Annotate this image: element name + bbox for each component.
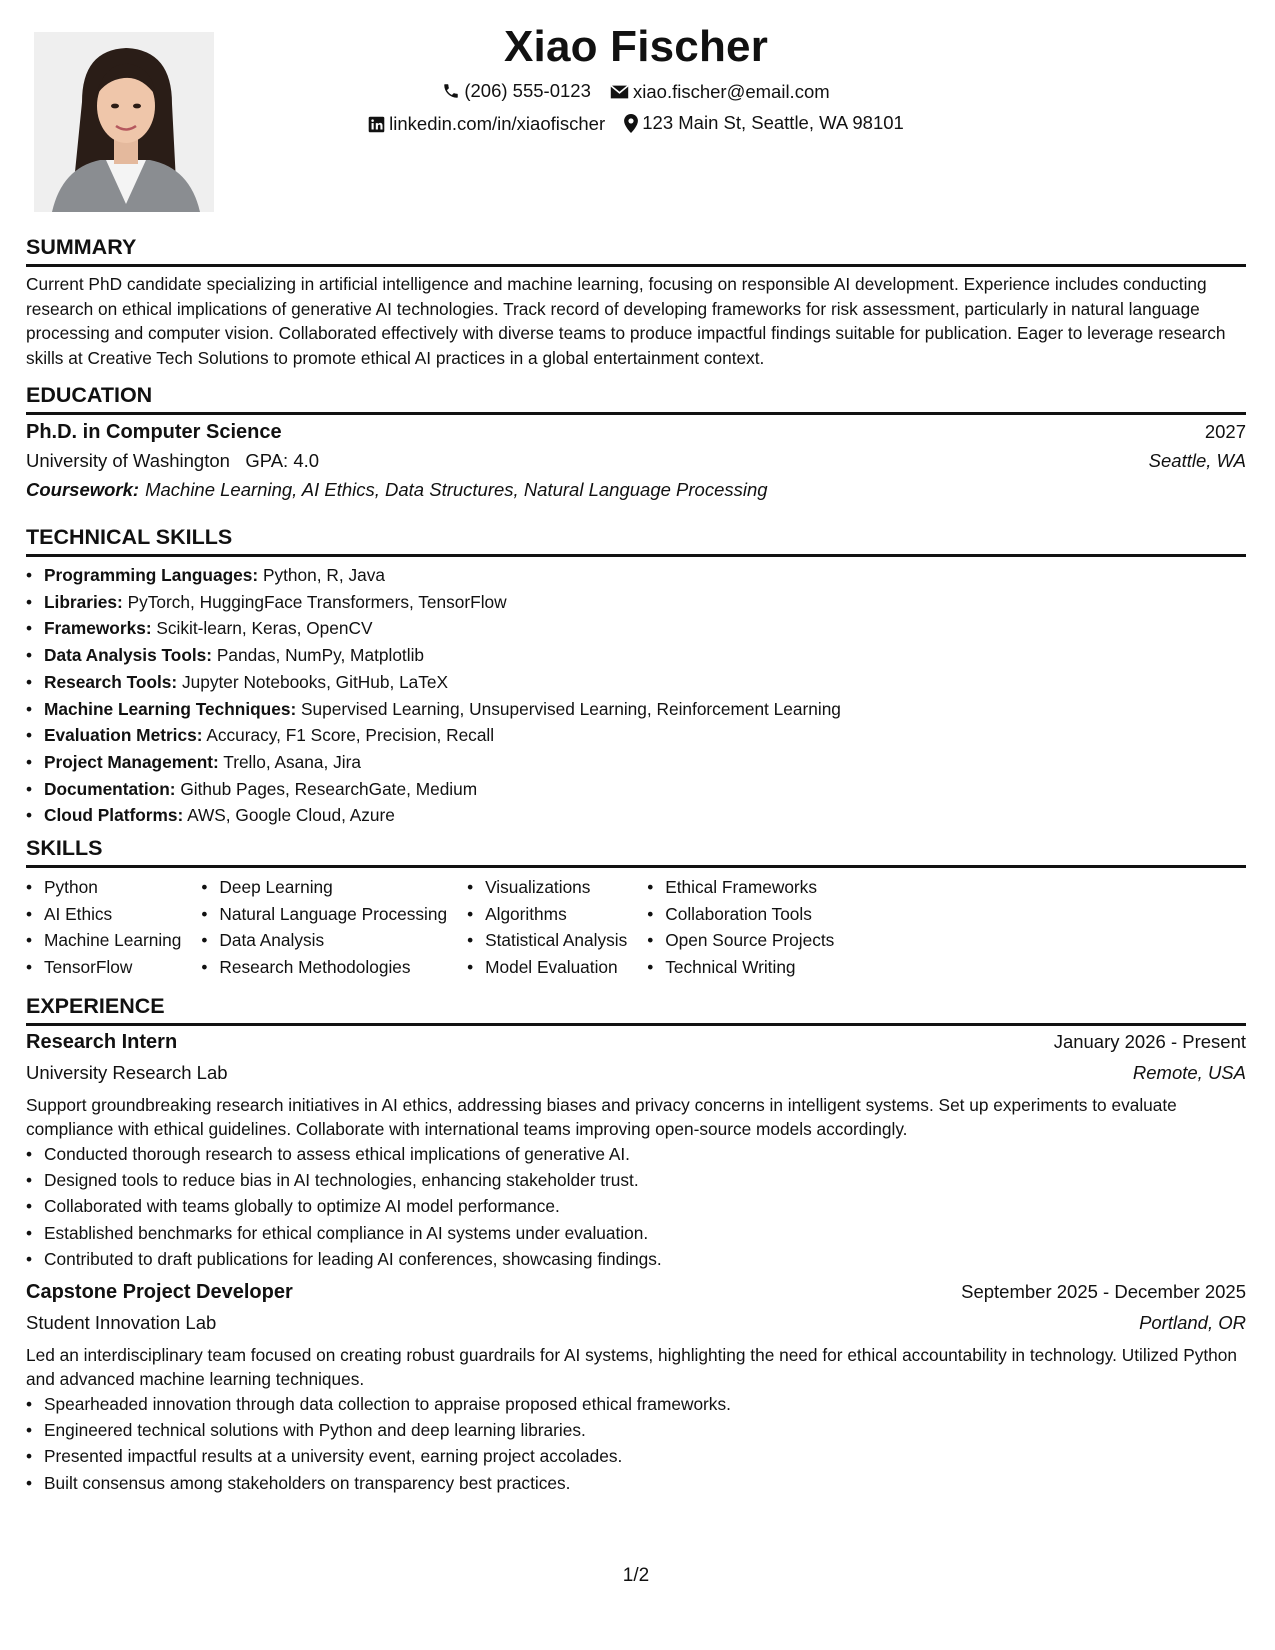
job-2-org-row [26,1312,1246,1334]
map-pin-icon [624,114,638,133]
degree: Ph.D. in Computer Science [26,421,282,443]
address-text: 123 Main St, Seattle, WA 98101 [642,112,904,133]
list-item: • Data Analysis [201,927,447,954]
job-1-bullets [26,1141,1246,1272]
resume-page [26,0,1246,1650]
school-location: Seattle, WA [1148,450,1246,471]
skills-column-3 [467,874,627,981]
list-item: • Model Evaluation [467,954,627,981]
list-item: • Technical Writing [647,954,834,981]
list-item: • Established benchmarks for ethical compliance in AI systems under evaluation. [26,1220,1246,1246]
email-text: xiao.fischer@email.com [633,81,830,102]
contact-line-1 [26,80,1246,105]
list-item: • Presented impactful results at a university event, earning project accolades. [26,1443,1246,1469]
linkedin-icon [368,116,385,133]
list-item: • TensorFlow [26,954,181,981]
list-item: • Statistical Analysis [467,927,627,954]
phone-text: (206) 555-0123 [464,80,591,101]
list-item: • AI Ethics [26,901,181,928]
page-number: 1/2 [622,1565,650,1586]
list-item: • Conducted thorough research to assess ethical implications of generative AI. [26,1141,1246,1167]
skills-heading: SKILLS [26,835,1246,868]
linkedin-text: linkedin.com/in/xiaofischer [389,113,606,134]
list-item: • Collaboration Tools [647,901,834,928]
address-contact [624,112,904,134]
list-item: • Spearheaded innovation through data collection to appraise proposed ethical frameworks. [26,1391,1246,1417]
envelope-icon [610,84,629,100]
job-2-role: Capstone Project Developer [26,1281,293,1303]
graduation-year: 2027 [1204,421,1246,442]
list-item: • Research Methodologies [201,954,447,981]
phone-icon [442,82,460,100]
coursework-list: Machine Learning, AI Ethics, Data Structures, Natural Language Processing [145,479,768,500]
skills-column-1 [26,874,181,981]
list-item: • Evaluation Metrics: Accuracy, F1 Score, Precision, Recall [26,722,1246,749]
coursework-label: Coursework: [26,479,140,500]
experience-heading: EXPERIENCE [26,993,1246,1026]
job-1-org-row [26,1062,1246,1084]
list-item: • Collaborated with teams globally to optimize AI model performance. [26,1193,1246,1219]
list-item: • Natural Language Processing [201,901,447,928]
technical-skills-list [26,562,1246,829]
job-2-bullets [26,1391,1246,1496]
list-item: • Documentation: Github Pages, ResearchGate, Medium [26,776,1246,803]
education-heading: EDUCATION [26,382,1246,415]
job-2-location: Portland, OR [1139,1312,1246,1333]
gpa: GPA: 4.0 [245,450,320,471]
list-item: • Ethical Frameworks [647,874,834,901]
school-name: University of Washington [26,450,230,471]
list-item: • Designed tools to reduce bias in AI technologies, enhancing stakeholder trust. [26,1167,1246,1193]
coursework-row [26,479,1246,501]
skills-column-4 [647,874,834,981]
education-school-row [26,450,1246,472]
phone-contact[interactable] [442,80,591,102]
education-degree-row [26,421,1246,444]
job-2-org: Student Innovation Lab [26,1312,217,1333]
list-item: • Engineered technical solutions with Python and deep learning libraries. [26,1417,1246,1443]
job-1-org: University Research Lab [26,1062,228,1083]
list-item: • Project Management: Trello, Asana, Jira [26,749,1246,776]
summary-heading: SUMMARY [26,234,1246,267]
job-1-role: Research Intern [26,1031,178,1053]
list-item: • Frameworks: Scikit-learn, Keras, OpenCV [26,615,1246,642]
list-item: • Machine Learning [26,927,181,954]
job-1-location: Remote, USA [1132,1062,1246,1083]
list-item: • Research Tools: Jupyter Notebooks, GitHub, LaTeX [26,669,1246,696]
summary-text: Current PhD candidate specializing in artificial intelligence and machine learning, focusing on responsible AI development. Experience includes conducting research on ethical implications of generative AI technologies. Track record of developing frameworks for risk assessment, particularly in natural language processing and computer vision. Collaborated effectively with diverse teams to produce impactful findings suitable for publication. Eager to leverage research skills at Creative Tech Solutions to promote ethical AI practices in a global entertainment context. [26,274,1226,368]
list-item: • Open Source Projects [647,927,834,954]
job-1-title-row [26,1031,1246,1054]
list-item: • Python [26,874,181,901]
contact-line-2 [26,112,1246,138]
candidate-name: Xiao Fischer [503,22,769,71]
job-1-description: Support groundbreaking research initiatives in AI ethics, addressing biases and privacy concerns in intelligent systems. Set up experiments to evaluate compliance with ethical guidelines. Collaborate with international teams improving open-source models accordingly. [26,1095,1177,1139]
job-1-dates: January 2026 - Present [1053,1031,1246,1052]
school-line [26,450,319,472]
job-2-dates: September 2025 - December 2025 [961,1281,1246,1302]
list-item: • Algorithms [467,901,627,928]
job-2-title-row [26,1281,1246,1304]
linkedin-contact[interactable] [368,113,605,135]
list-item: • Machine Learning Techniques: Supervised Learning, Unsupervised Learning, Reinforcement Learning [26,696,1246,723]
list-item: • Cloud Platforms: AWS, Google Cloud, Azure [26,802,1246,829]
list-item: • Visualizations [467,874,627,901]
email-contact[interactable] [610,81,830,103]
list-item: • Contributed to draft publications for leading AI conferences, showcasing findings. [26,1246,1246,1272]
list-item: • Programming Languages: Python, R, Java [26,562,1246,589]
technical-skills-heading: TECHNICAL SKILLS [26,524,1246,557]
job-2-description: Led an interdisciplinary team focused on creating robust guardrails for AI systems, highlighting the need for ethical accountability in technology. Utilized Python and advanced machine learning techniques. [26,1345,1238,1389]
list-item: • Libraries: PyTorch, HuggingFace Transformers, TensorFlow [26,589,1246,616]
skills-grid [26,874,854,981]
list-item: • Deep Learning [201,874,447,901]
skills-column-2 [201,874,447,981]
list-item: • Built consensus among stakeholders on transparency best practices. [26,1470,1246,1496]
list-item: • Data Analysis Tools: Pandas, NumPy, Matplotlib [26,642,1246,669]
